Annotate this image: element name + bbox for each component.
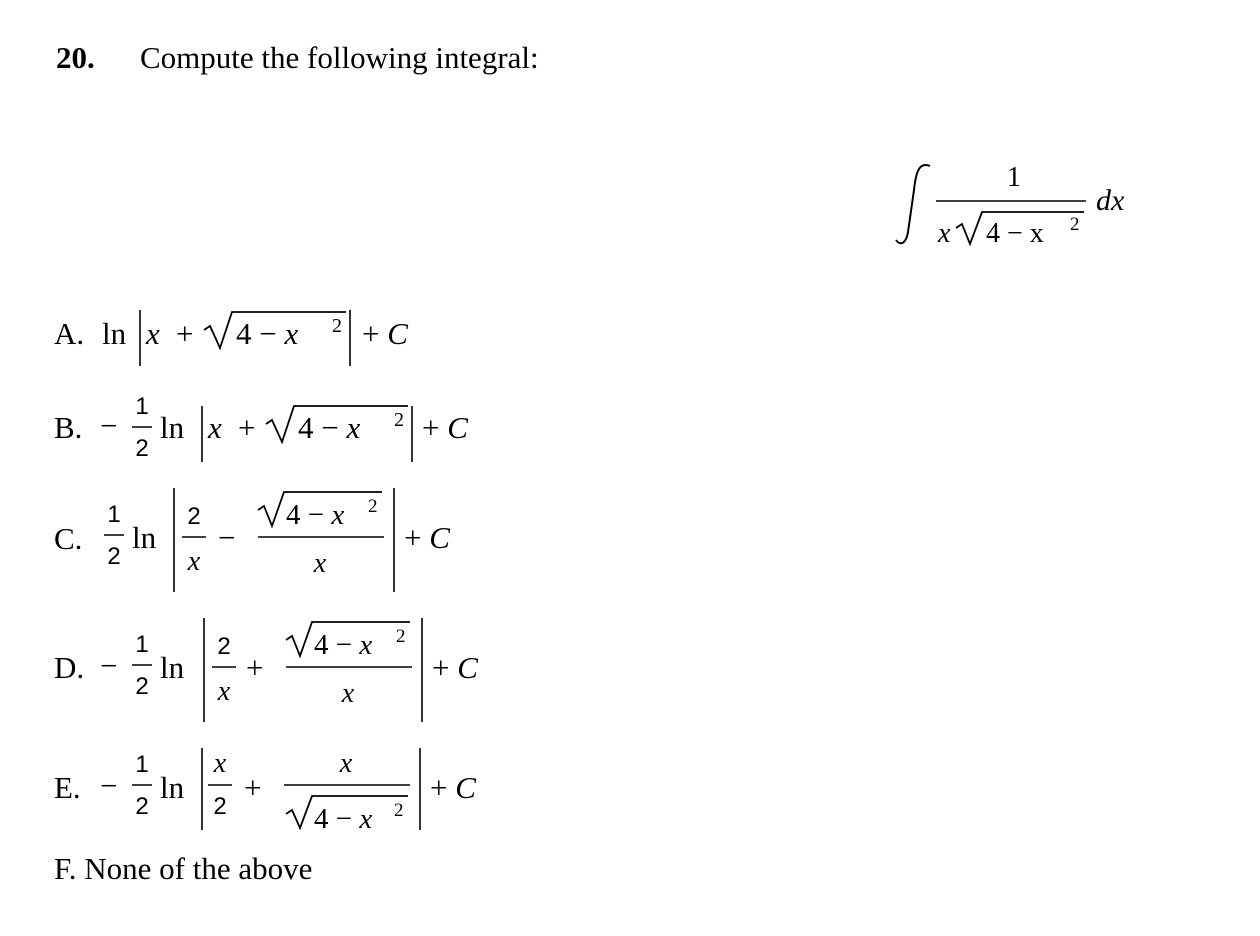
option-d-expression xyxy=(98,610,538,730)
integral-exponent: 2 xyxy=(1070,214,1080,235)
exponent: 2 xyxy=(394,409,404,431)
plus-c: + C xyxy=(432,650,478,685)
integral-denominator-x: x xyxy=(938,218,951,249)
option-e-expression xyxy=(98,738,538,838)
radicand: 4 − x xyxy=(298,410,361,445)
fraction-numerator: 2 xyxy=(187,503,201,530)
math-x: x xyxy=(208,410,222,445)
option-b-expression xyxy=(98,384,518,474)
option-b-label: B. xyxy=(54,410,83,445)
fraction-numerator: 1 xyxy=(135,751,149,778)
plus-sign: + xyxy=(176,316,194,351)
radicand: 4 − x xyxy=(286,499,345,531)
fraction-numerator: x xyxy=(339,748,353,779)
exponent: 2 xyxy=(394,800,404,821)
minus-sign: − xyxy=(100,768,118,803)
ln-text: ln xyxy=(160,650,185,685)
ln-text: ln xyxy=(102,316,127,351)
fraction-denominator: 2 xyxy=(135,793,149,820)
fraction-denominator: x xyxy=(187,546,201,577)
fraction-denominator: x xyxy=(313,548,327,579)
fraction-numerator: 1 xyxy=(135,393,149,420)
fraction-numerator: 1 xyxy=(135,631,149,658)
question-prompt: Compute the following integral: xyxy=(140,40,539,75)
plus-sign: + xyxy=(246,650,264,685)
plus-c: + C xyxy=(404,520,450,555)
option-e-label: E. xyxy=(54,770,81,805)
plus-c: + C xyxy=(430,770,476,805)
option-d-label: D. xyxy=(54,650,85,685)
math-x: x xyxy=(146,316,160,351)
fraction-denominator: 2 xyxy=(135,673,149,700)
exponent: 2 xyxy=(396,626,406,647)
question-number: 20. xyxy=(56,40,95,75)
ln-text: ln xyxy=(132,520,157,555)
ln-text: ln xyxy=(160,410,185,445)
fraction-denominator: 2 xyxy=(135,435,149,462)
plus-sign: + xyxy=(244,770,262,805)
option-f-text: None of the above xyxy=(84,851,313,886)
exponent: 2 xyxy=(368,496,378,517)
integral-radicand: 4 − x xyxy=(986,218,1044,249)
fraction-numerator: 2 xyxy=(217,633,231,660)
option-a-expression xyxy=(100,300,460,372)
minus-sign: − xyxy=(218,520,236,555)
fraction-numerator: x xyxy=(213,748,227,779)
minus-sign: − xyxy=(100,408,118,443)
option-f xyxy=(54,849,312,889)
ln-text: ln xyxy=(160,770,185,805)
plus-sign: + xyxy=(238,410,256,445)
plus-c: + C xyxy=(362,316,408,351)
fraction-denominator: 2 xyxy=(213,793,227,820)
fraction-denominator: x xyxy=(217,676,231,707)
radicand: 4 − x xyxy=(314,629,373,661)
integral-numerator: 1 xyxy=(1007,162,1021,193)
exponent: 2 xyxy=(332,315,342,337)
minus-sign: − xyxy=(100,648,118,683)
integral-differential: dx xyxy=(1096,184,1125,217)
option-f-label: F. xyxy=(54,851,77,886)
radicand: 4 − x xyxy=(236,316,299,351)
integral-expression xyxy=(890,160,1150,250)
fraction-denominator: 2 xyxy=(107,543,121,570)
option-c-expression xyxy=(98,480,518,600)
option-c-label: C. xyxy=(54,521,83,556)
plus-c: + C xyxy=(422,410,468,445)
integral-sign xyxy=(896,165,930,243)
radicand: 4 − x xyxy=(314,803,373,835)
fraction-denominator: x xyxy=(341,678,355,709)
option-a-label: A. xyxy=(54,316,85,351)
fraction-numerator: 1 xyxy=(107,501,121,528)
